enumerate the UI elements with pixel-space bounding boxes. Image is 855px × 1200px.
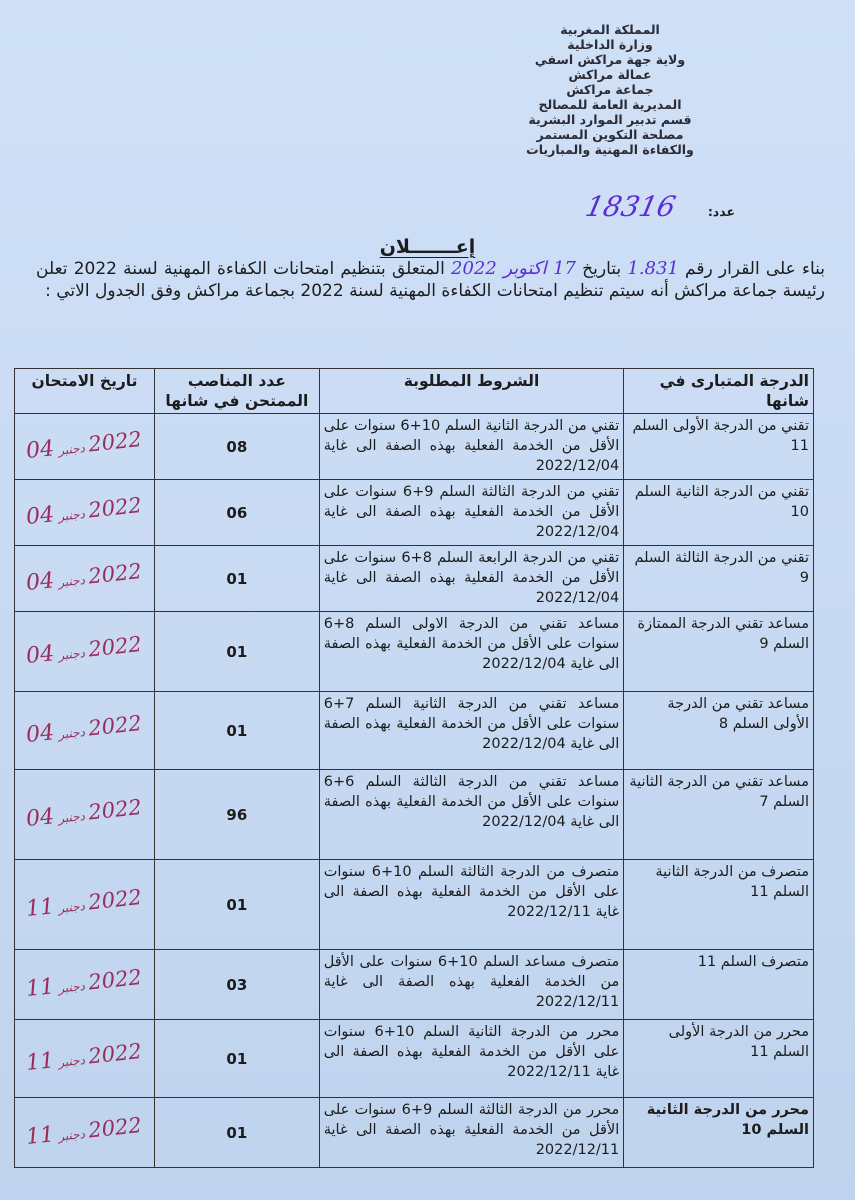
date-year: 2022 (87, 1113, 144, 1143)
header-exam-date: تاريخ الامتحان (15, 369, 155, 414)
exam-date-cell (15, 1020, 155, 1098)
date-year: 2022 (87, 965, 144, 995)
date-year: 2022 (87, 632, 144, 662)
posts-cell: 01 (154, 860, 319, 950)
date-day: 04 (25, 804, 56, 833)
handwritten-date (26, 967, 144, 1002)
header-line: جماعة مراكش (566, 82, 654, 97)
header-line: قسم تدبير الموارد البشرية (528, 112, 692, 127)
title-text: إعـــــــلان (379, 236, 476, 258)
conditions-cell: تقني من الدرجة الرابعة السلم 8+6 سنوات على الأقل من الخدمة الفعلية بهذه الصفة الى غاية 2022/12/04 (319, 546, 624, 612)
date-month: دجنبر (58, 572, 86, 590)
header-posts: عدد المناصب الممتحن في شانها (154, 369, 319, 414)
posts-cell: 08 (154, 414, 319, 480)
date-month: دجنبر (58, 440, 86, 458)
handwritten-date (26, 429, 144, 464)
posts-cell: 01 (154, 1098, 319, 1168)
conditions-cell: متصرف من الدرجة الثالثة السلم 10+6 سنوات على الأقل من الخدمة الفعلية بهذه الصفة الى غاية 2022/12/11 (319, 860, 624, 950)
date-month: دجنبر (58, 506, 86, 524)
grade-cell: مساعد تقني من الدرجة الثانية السلم 7 (624, 770, 814, 860)
table-row (15, 612, 814, 692)
date-day: 11 (25, 1122, 56, 1151)
handwritten-date (26, 887, 144, 922)
exam-date-cell (15, 1098, 155, 1168)
announcement-title (0, 236, 855, 258)
date-year: 2022 (87, 559, 144, 589)
grade-cell: تقني من الدرجة الثانية السلم 10 (624, 480, 814, 546)
conditions-cell: مساعد تقني من الدرجة الثالثة السلم 6+6 سنوات على الأقل من الخدمة الفعلية بهذه الصفة الى غاية 2022/12/04 (319, 770, 624, 860)
header-line: وزارة الداخلية (567, 37, 653, 52)
date-year: 2022 (87, 795, 144, 825)
table-row (15, 1098, 814, 1168)
conditions-cell: مساعد تقني من الدرجة الثانية السلم 7+6 سنوات على الأقل من الخدمة الفعلية بهذه الصفة الى غاية 2022/12/04 (319, 692, 624, 770)
grade-cell: مساعد تقني الدرجة الممتازة السلم 9 (624, 612, 814, 692)
reference-handwritten-number: 18316 (582, 190, 679, 223)
table-row (15, 1020, 814, 1098)
posts-cell: 03 (154, 950, 319, 1020)
exam-date-cell (15, 612, 155, 692)
posts-cell: 01 (154, 546, 319, 612)
handwritten-date (26, 713, 144, 748)
date-day: 04 (25, 720, 56, 749)
handwritten-date (26, 561, 144, 596)
date-day: 11 (25, 1048, 56, 1077)
reference-number (475, 190, 735, 234)
conditions-cell: تقني من الدرجة الثانية السلم 10+6 سنوات على الأقل من الخدمة الفعلية بهذه الصفة الى غاية 2022/12/04 (319, 414, 624, 480)
grade-cell: تقني من الدرجة الأولى السلم 11 (624, 414, 814, 480)
conditions-cell: متصرف مساعد السلم 10+6 سنوات على الأقل من الخدمة الفعلية بهذه الصفة الى غاية 2022/12/11 (319, 950, 624, 1020)
exam-date-cell (15, 860, 155, 950)
grade-cell: محرر من الدرجة الأولى السلم 11 (624, 1020, 814, 1098)
posts-cell: 01 (154, 1020, 319, 1098)
table-row (15, 692, 814, 770)
date-day: 04 (25, 568, 56, 597)
date-day: 04 (25, 502, 56, 531)
exam-date-cell (15, 414, 155, 480)
date-month: دجنبر (58, 1126, 86, 1144)
handwritten-date (26, 634, 144, 669)
date-year: 2022 (87, 427, 144, 457)
conditions-cell: محرر من الدرجة الثالثة السلم 9+6 سنوات على الأقل من الخدمة الفعلية بهذه الصفة الى غاية 2022/12/11 (319, 1098, 624, 1168)
handwritten-date (26, 495, 144, 530)
date-month: دجنبر (58, 645, 86, 663)
decision-number: 1.831 (627, 258, 679, 279)
intro-text-post: المتعلق بتنظيم امتحانات الكفاءة المهنية لسنة 2022 تعلن رئيسة جماعة مراكش أنه سيتم تنظيم امتحانات الكفاءة المهنية لسنة 2022 بجماعة مراكش وفق الجدول الاتي : (36, 259, 825, 301)
date-year: 2022 (87, 711, 144, 741)
header-grade: الدرجة المتبارى في شانها (624, 369, 814, 414)
handwritten-date (26, 797, 144, 832)
intro-text-mid: بتاريخ (582, 259, 622, 279)
exam-date-cell (15, 770, 155, 860)
reference-label: عدد: (707, 204, 735, 219)
header-line: والكفاءة المهنية والمباريات (526, 142, 694, 157)
date-month: دجنبر (58, 808, 86, 826)
conditions-cell: محرر من الدرجة الثانية السلم 10+6 سنوات على الأقل من الخدمة الفعلية بهذه الصفة الى غاية 2022/12/11 (319, 1020, 624, 1098)
header-line: ولاية جهة مراكش اسفي (534, 52, 686, 67)
posts-cell: 06 (154, 480, 319, 546)
grade-cell: متصرف من الدرجة الثانية السلم 11 (624, 860, 814, 950)
header-conditions: الشروط المطلوبة (319, 369, 624, 414)
date-year: 2022 (87, 1039, 144, 1069)
exam-date-cell (15, 480, 155, 546)
table-row (15, 414, 814, 480)
date-year: 2022 (87, 885, 144, 915)
grade-cell: متصرف السلم 11 (624, 950, 814, 1020)
table-header-row (15, 369, 814, 414)
table-row (15, 546, 814, 612)
table-row (15, 770, 814, 860)
table-row (15, 860, 814, 950)
header-line: عمالة مراكش (568, 67, 652, 82)
date-year: 2022 (87, 493, 144, 523)
table-row (15, 480, 814, 546)
decision-date: 17 اكتوبر 2022 (451, 258, 576, 279)
grade-cell: مساعد تقني من الدرجة الأولى السلم 8 (624, 692, 814, 770)
exam-date-cell (15, 692, 155, 770)
date-month: دجنبر (58, 1052, 86, 1070)
date-day: 11 (25, 894, 56, 923)
conditions-cell: مساعد تقني من الدرجة الاولى السلم 8+6 سنوات على الأقل من الخدمة الفعلية بهذه الصفة الى غاية 2022/12/04 (319, 612, 624, 692)
posts-cell: 96 (154, 770, 319, 860)
grade-cell: تقني من الدرجة الثالثة السلم 9 (624, 546, 814, 612)
date-day: 04 (25, 436, 56, 465)
handwritten-date (26, 1115, 144, 1150)
date-day: 11 (25, 974, 56, 1003)
handwritten-date (26, 1041, 144, 1076)
conditions-cell: تقني من الدرجة الثالثة السلم 9+6 سنوات على الأقل من الخدمة الفعلية بهذه الصفة الى غاية 2022/12/04 (319, 480, 624, 546)
posts-cell: 01 (154, 692, 319, 770)
intro-text-pre: بناء على القرار رقم (685, 259, 826, 279)
posts-cell: 01 (154, 612, 319, 692)
exam-date-cell (15, 950, 155, 1020)
header-line: المملكة المغربية (560, 22, 660, 37)
date-month: دجنبر (58, 724, 86, 742)
date-month: دجنبر (58, 898, 86, 916)
exam-date-cell (15, 546, 155, 612)
header-line: مصلحة التكوين المستمر (536, 127, 684, 142)
grade-cell: محرر من الدرجة الثانية السلم 10 (624, 1098, 814, 1168)
date-month: دجنبر (58, 978, 86, 996)
exam-schedule-table (14, 368, 814, 1168)
announcement-intro (36, 258, 825, 302)
table-row (15, 950, 814, 1020)
header-line: المديرية العامة للمصالح (538, 97, 682, 112)
date-day: 04 (25, 641, 56, 670)
ministry-header (485, 22, 735, 157)
